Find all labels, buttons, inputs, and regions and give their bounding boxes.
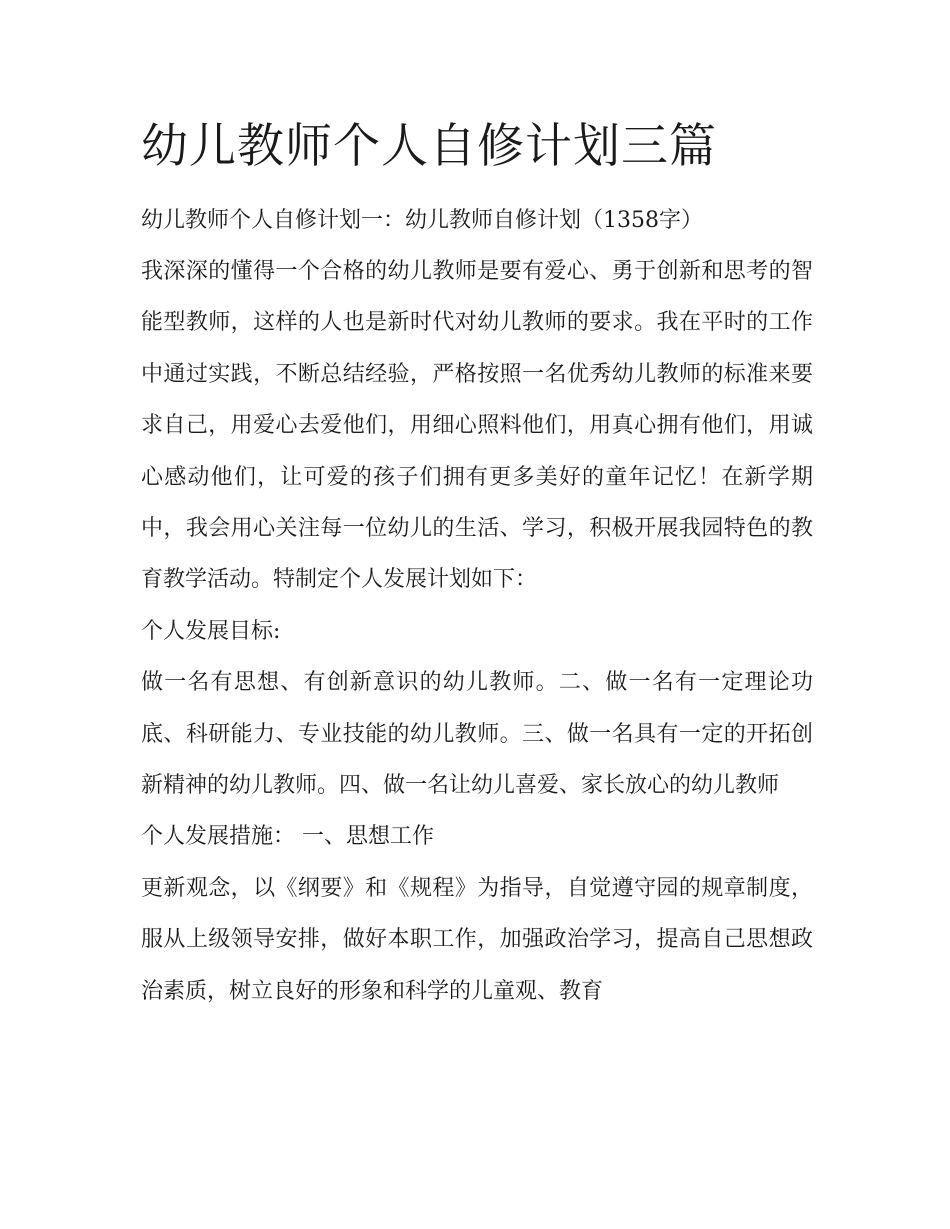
document-subtitle: 幼儿教师个人自修计划一：幼儿教师自修计划（1358字） — [141, 208, 703, 233]
paragraph-goals: 做一名有思想、有创新意识的幼儿教师。二、做一名有一定理论功底、科研能力、专业技能的幼儿教师。三、做一名具有一定的开拓创新精神的幼儿教师。四、做一名让幼儿喜爱、家长放心的幼儿教师 — [141, 670, 813, 799]
document-body — [141, 246, 813, 1017]
paragraph-goals-heading: 个人发展目标: — [141, 618, 281, 644]
paragraph-intro: 我深深的懂得一个合格的幼儿教师是要有爱心、勇于创新和思考的智能型教师，这样的人也是新时代对幼儿教师的要求。我在平时的工作中通过实践，不断总结经验，严格按照一名优秀幼儿教师的标准来要求自己，用爱心去爱他们，用细心照料他们，用真心拥有他们，用诚心感动他们，让可爱的孩子们拥有更多美好的童年记忆！在新学期中，我会用心关注每一位幼儿的生活、学习，积极开展我园特色的教育教学活动。特制定个人发展计划如下： — [141, 259, 813, 593]
paragraph-thought-work: 更新观念，以《纲要》和《规程》为指导，自觉遵守园的规章制度，服从上级领导安排，做好本职工作，加强政治学习，提高自己思想政治素质，树立良好的形象和科学的儿童观、教育 — [141, 875, 813, 1004]
document-title: 幼儿教师个人自修计划三篇 — [141, 119, 717, 174]
document-content — [141, 118, 813, 1017]
paragraph-measures-heading: 个人发展措施： 一、思想工作 — [141, 824, 434, 850]
